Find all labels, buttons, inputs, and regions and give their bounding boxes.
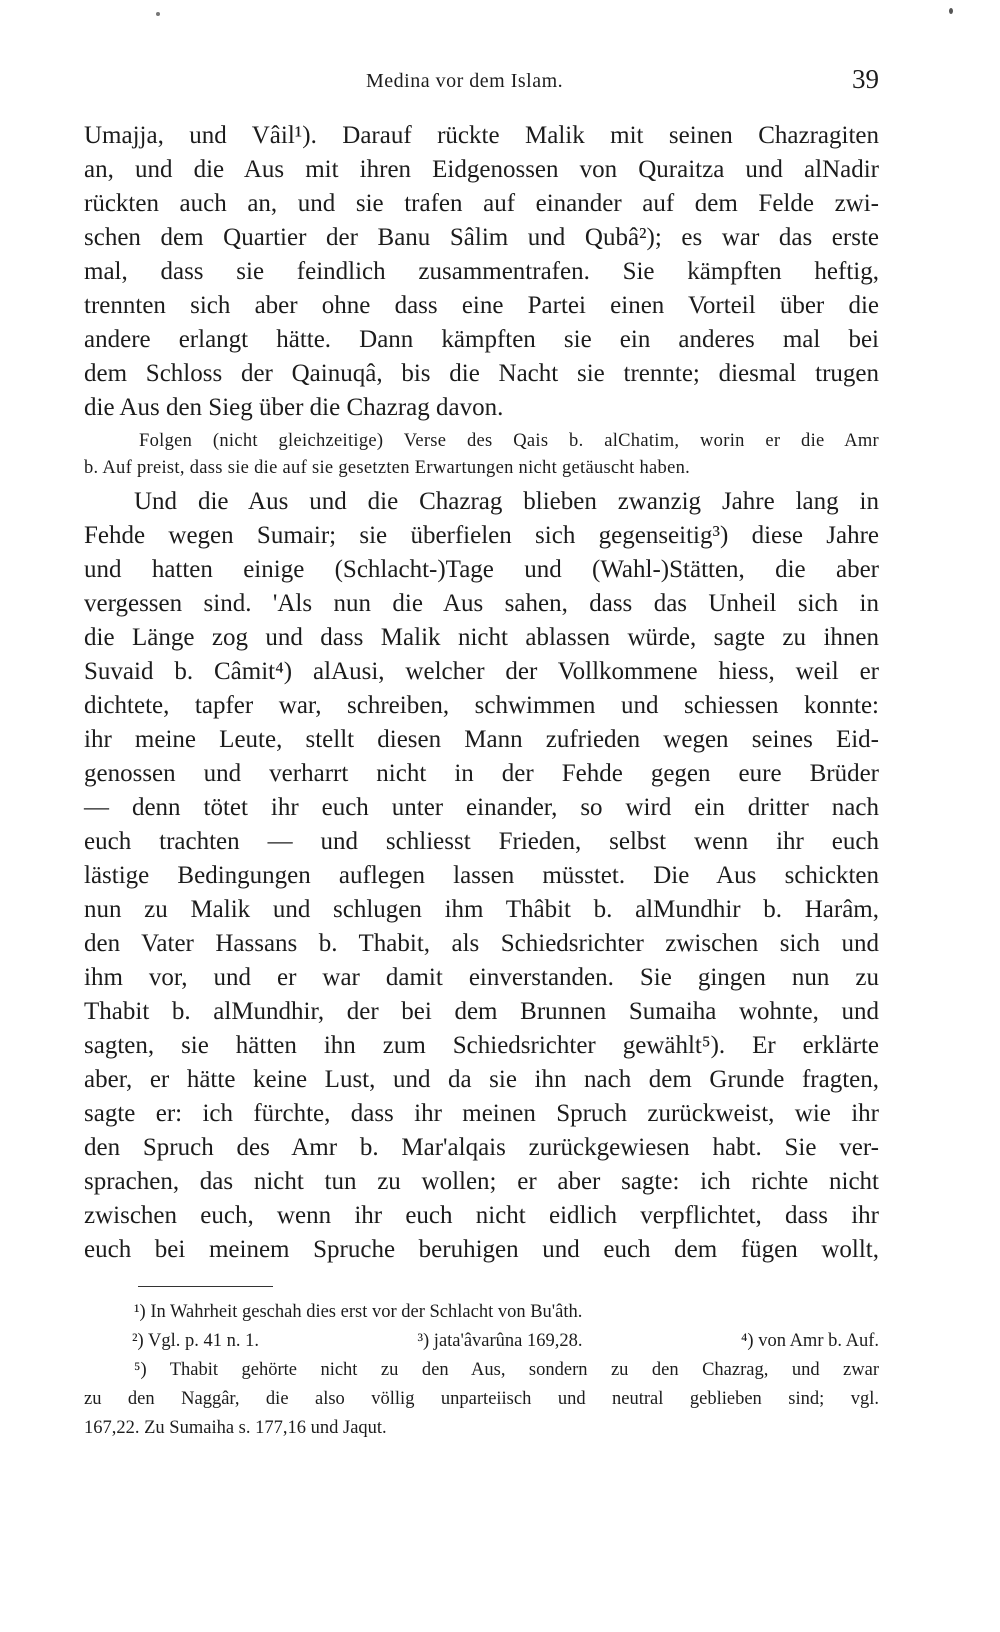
text-line: die Länge zog und dass Malik nicht ablassen würde, sagte zu ihnen bbox=[84, 624, 879, 651]
text-line: — denn tötet ihr euch unter einander, so wird ein dritter nach bbox=[84, 794, 879, 821]
text-line: zwischen euch, wenn ihr euch nicht eidlich verpflichtet, dass ihr bbox=[84, 1202, 879, 1229]
text-line: euch bei meinem Spruche beruhigen und euch dem fügen wollt, bbox=[84, 1236, 879, 1263]
text-line: lästige Bedingungen auflegen lassen müsstet. Die Aus schickten bbox=[84, 862, 879, 889]
footnote-4: ⁴) von Amr b. Auf. bbox=[740, 1331, 879, 1351]
text-line: die Aus den Sieg über die Chazrag davon. bbox=[84, 394, 504, 421]
text-line: andere erlangt hätte. Dann kämpften sie ein anderes mal bei bbox=[84, 326, 879, 353]
text-line: mal, dass sie feindlich zusammentrafen. Sie kämpften heftig, bbox=[84, 258, 879, 285]
main-text bbox=[84, 119, 879, 1267]
text-line: Suvaid b. Câmit⁴) alAusi, welcher der Vollkommene hiess, weil er bbox=[84, 658, 879, 685]
footnote-5-line: 167,22. Zu Sumaiha s. 177,16 und Jaqut. bbox=[84, 1418, 387, 1438]
text-line: Und die Aus und die Chazrag blieben zwanzig Jahre lang in bbox=[134, 488, 879, 515]
footnote-2: ²) Vgl. p. 41 n. 1. bbox=[132, 1331, 259, 1351]
paragraph-2 bbox=[84, 485, 879, 1267]
footnote-row-2-4 bbox=[84, 1327, 879, 1356]
text-line: sagten, sie hätten ihn zum Schiedsrichter gewählt⁵). Er erklärte bbox=[84, 1032, 879, 1059]
text-line: trennten sich aber ohne dass eine Partei einen Vorteil über die bbox=[84, 292, 879, 319]
text-line: an, und die Aus mit ihren Eidgenossen von Quraitza und alNadir bbox=[84, 156, 879, 183]
scan-speck bbox=[156, 12, 160, 16]
page-number: 39 bbox=[852, 64, 879, 94]
text-line: sagte er: ich fürchte, dass ihr meinen Spruch zurückweist, wie ihr bbox=[84, 1100, 879, 1127]
text-line: Fehde wegen Sumair; sie überfielen sich gegenseitig³) diese Jahre bbox=[84, 522, 879, 549]
text-line: vergessen sind. 'Als nun die Aus sahen, dass das Unheil sich in bbox=[84, 590, 879, 617]
text-line: genossen und verharrt nicht in der Fehde gegen eure Brüder bbox=[84, 760, 879, 787]
text-line: nun zu Malik und schlugen ihm Thâbit b. alMundhir b. Harâm, bbox=[84, 896, 879, 923]
note-line: b. Auf preist, dass sie die auf sie gesetzten Erwartungen nicht getäuscht haben. bbox=[84, 458, 691, 478]
footnote-3: ³) jata'âvarûna 169,28. bbox=[417, 1331, 583, 1351]
page-header bbox=[84, 64, 879, 104]
verse-note bbox=[84, 428, 879, 482]
text-line: den Vater Hassans b. Thabit, als Schiedsrichter zwischen sich und bbox=[84, 930, 879, 957]
footnote-divider bbox=[138, 1286, 273, 1287]
text-line: sprachen, das nicht tun zu wollen; er aber sagte: ich richte nicht bbox=[84, 1168, 879, 1195]
text-line: euch trachten — und schliesst Frieden, selbst wenn ihr euch bbox=[84, 828, 879, 855]
text-line: Umajja, und Vâil¹). Darauf rückte Malik mit seinen Chazragiten bbox=[84, 122, 879, 149]
footnote-5-line: zu den Naggâr, die also völlig unparteiisch und neutral geblieben sind; vgl. bbox=[84, 1389, 879, 1409]
text-line: und hatten einige (Schlacht-)Tage und (Wahl-)Stätten, die aber bbox=[84, 556, 879, 583]
text-line: rückten auch an, und sie trafen auf einander auf dem Felde zwi- bbox=[84, 190, 879, 217]
running-title: Medina vor dem Islam. bbox=[366, 70, 564, 92]
note-line: Folgen (nicht gleichzeitige) Verse des Qais b. alChatim, worin er die Amr bbox=[139, 431, 879, 451]
paragraph-1 bbox=[84, 119, 879, 425]
scan-speck bbox=[949, 8, 953, 14]
footnotes bbox=[84, 1298, 879, 1443]
text-line: dem Schloss der Qainuqâ, bis die Nacht sie trennte; diesmal trugen bbox=[84, 360, 879, 387]
text-line: dichtete, tapfer war, schreiben, schwimmen und schiessen konnte: bbox=[84, 692, 879, 719]
text-line: ihr meine Leute, stellt diesen Mann zufrieden wegen seines Eid- bbox=[84, 726, 879, 753]
text-line: Thabit b. alMundhir, der bei dem Brunnen Sumaiha wohnte, und bbox=[84, 998, 879, 1025]
text-line: aber, er hätte keine Lust, und da sie ihn nach dem Grunde fragten, bbox=[84, 1066, 879, 1093]
footnote-5-line: ⁵) Thabit gehörte nicht zu den Aus, sondern zu den Chazrag, und zwar bbox=[134, 1360, 879, 1380]
text-line: den Spruch des Amr b. Mar'alqais zurückgewiesen habt. Sie ver- bbox=[84, 1134, 879, 1161]
text-line: ihm vor, und er war damit einverstanden. Sie gingen nun zu bbox=[84, 964, 879, 991]
footnote-1: ¹) In Wahrheit geschah dies erst vor der Schlacht von Bu'âth. bbox=[134, 1302, 583, 1322]
text-line: schen dem Quartier der Banu Sâlim und Qubâ²); es war das erste bbox=[84, 224, 879, 251]
